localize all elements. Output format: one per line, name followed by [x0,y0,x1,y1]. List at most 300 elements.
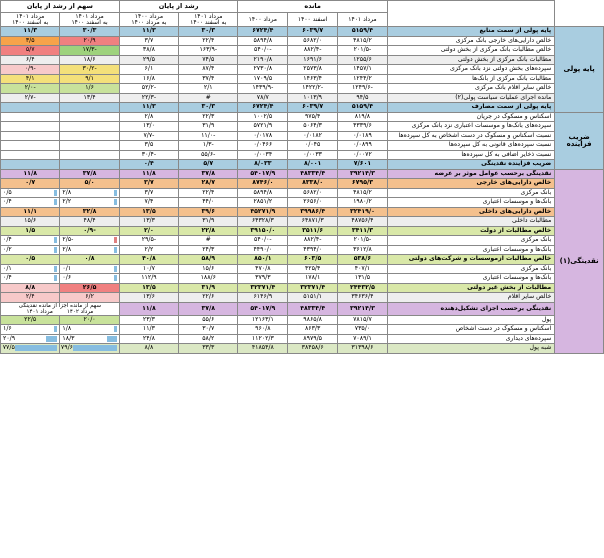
cell-3: ۱۵/۶ [179,264,238,274]
share-value: -۲/۵ [62,236,74,244]
cell-1: ۵۶۸۲/۰ [288,36,338,46]
cell-2: -۵۴۰/۰ [238,236,288,246]
cell-3: ۲۲/۴ [179,188,238,198]
cell-0: ۱۲۴۴/۲ [338,74,388,84]
row-label: نسبت ذخایر اضافی به کل سپرده‌ها [387,150,554,160]
cell-5 [60,188,119,198]
share-value: ۱/۶ [3,325,12,333]
row-label: ضریب فزاینده نقدینگی [387,160,554,170]
cell-4: ۱۱/۳ [119,27,178,37]
col-mordad1400: مرداد ۱۴۰۰ [238,13,288,27]
cell-0: ۳۱۳۹۸/۶ [338,344,388,354]
cell-0: ۷/۶۰۱ [338,160,388,170]
col-growth-1-b: به اسفند ۱۴۰۰ [190,18,227,26]
cell-5 [60,112,119,122]
cell-5: ۳۲/۸ [60,207,119,217]
table-row [1,141,604,151]
cell-5: -۳۰/۲ [60,65,119,75]
table-row [1,112,604,122]
cell-5: ۱/۶ [60,84,119,94]
cell-0: ۳۹۲۱۴/۳ [338,302,388,315]
row-label: نقدینگی برحسب عوامل موثر بر عرضه [387,169,554,179]
table-row [1,46,604,56]
cell-1: ۵۱۵۱/۱ [288,293,338,303]
cell-3: ۲۴/۳ [179,245,238,255]
row-label: سپرده‌های بخش دولتی نزد بانک مرکزی [387,65,554,75]
col-growth-1-a: مرداد ۱۴۰۱ [194,12,223,20]
cell-3: ۳۷/۸ [179,169,238,179]
share-header-b-c1: مرداد ۱۴۰۲ [66,308,94,315]
cell-3: # [179,236,238,246]
group-growth: رشد از پایان [119,1,238,13]
cell-3: ۳۳/۳ [179,344,238,354]
cell-4: ۰/۴ [119,160,178,170]
cell-2: ۵۷۲۱/۹ [238,122,288,132]
cell-0: ۵۳۸/۶ [338,255,388,265]
cell-6 [1,344,60,354]
table-row [1,293,604,303]
table-row [1,188,604,198]
side-label-zarib: ضریب فزاینده [555,112,604,169]
cell-3: ۲/۱ [179,84,238,94]
row-label: پول [387,315,554,325]
cell-3: ۷۴/۵ [179,55,238,65]
share-value: ۰/۱ [62,264,72,272]
row-label: سپرده‌های بانک‌ها و موسسات اعتباری نزد بانک مرکزی [387,122,554,132]
cell-4: -۷/۷ [119,131,178,141]
row-label: پایه پولی از سمت مصارف [387,103,554,113]
cell-3: ۲۲/۸ [179,226,238,236]
share-value: ۱/۸ [62,325,72,333]
cell-4: ۲/۰ [119,226,178,236]
cell-1: ۶۴۸۷۱/۳ [288,217,338,227]
cell-1: ۲۶۵۶/۰ [288,198,338,208]
table-row [1,131,604,141]
row-label: بانک‌ها و موسسات اعتباری [387,245,554,255]
cell-4: ۳/۷ [119,36,178,46]
group-mandeh: مانده [238,1,387,13]
cell-5: ۴۸/۴ [60,217,119,227]
cell-2: ۴۱۸۵۴/۸ [238,344,288,354]
cell-5 [60,131,119,141]
share-value: ۰/۴ [3,198,12,206]
share-bar [54,199,57,205]
cell-4: ۲۴/۸ [119,334,178,344]
cell-4: ۲۹/۵ [119,55,178,65]
cell-6 [1,325,60,335]
cell-3: ۵۵/۶ [179,315,238,325]
cell-5 [60,103,119,113]
cell-3: ۳۰/۷ [179,325,238,335]
share-header-b-cols [3,309,117,315]
cell-6: ۳/۵ [1,36,60,46]
col-share-1-b: به اسفند ۱۴۰۰ [71,18,108,26]
cell-0: ۱۴۵۷/۱ [338,65,388,75]
cell-5 [60,141,119,151]
row-label: سپرده‌های دیداری [387,334,554,344]
cell-1: ۵۶۸۲/۰ [288,188,338,198]
share-bar [114,326,117,332]
cell-0: ۳۲۴۱۹/۰ [338,207,388,217]
row-label: خالص دارایی‌های خارجی بانک مرکزی [387,36,554,46]
cell-4: -۲۲/۳ [119,93,178,103]
share-bar [114,247,117,253]
cell-2: ۵۸۹۴/۸ [238,188,288,198]
col-share-2-b: به اسفند ۱۴۰۰ [12,18,49,26]
cell-4: ۸/۸ [119,344,178,354]
cell-6: -۲/۷ [1,93,60,103]
row-label: نقدینگی برحسب اجزای تشکیل‌دهنده [387,302,554,315]
share-value: ۰/۴ [3,274,12,282]
cell-4: ۱۶/۸ [119,74,178,84]
cell-0: ۰/۰۸۹۹ [338,141,388,151]
cell-2: ۵۸۹۴/۸ [238,36,288,46]
share-value: ۰/۲ [3,245,12,253]
cell-2: ۳۹۱۵۰/۰ [238,226,288,236]
share-header-b-c2: مرداد ۱۴۰۱ [26,308,53,315]
cell-0: ۴۸۱۵/۲ [338,188,388,198]
cell-0: ۰/۰۰۷۲ [338,150,388,160]
cell-4: ۲/۸ [119,112,178,122]
cell-1: ۰/۰۴۵ [288,141,338,151]
col-mordad1401: مرداد ۱۴۰۱ [338,13,388,27]
col-share-2-a: مرداد ۱۴۰۱ [16,12,45,20]
row-label: خالص دارایی‌های داخلی [387,207,554,217]
cell-1: ۲۵۷۳/۸ [288,65,338,75]
cell-2: -۵۴۰/۰ [238,46,288,56]
cell-1: ۳۵۱۱/۶ [288,226,338,236]
cell-3: -۱۶۳/۹ [179,46,238,56]
cell-4: ۱۱/۸ [119,169,178,179]
cell-0: ۸۱۹/۸ [338,112,388,122]
cell-3: ۵۸/۲ [179,334,238,344]
cell-4: ۳/۵ [119,141,178,151]
row-label: شبه پول [387,344,554,354]
col-growth-1 [179,13,238,27]
row-label: خالص مطالبات بانک مرکزی از بخش دولتی [387,46,554,56]
table-row [1,315,604,325]
table-row [1,217,604,227]
col-growth-2-b: به مرداد ۱۴۰۰ [131,18,167,26]
table-row [1,122,604,132]
row-label: مطالبات بانک مرکزی از بخش دولتی [387,55,554,65]
cell-0: ۳۹۲۱۴/۳ [338,169,388,179]
side-label-naghdinegi: نقدینگی(۱) [555,169,604,353]
cell-6: ۲۲/۵ [1,315,60,325]
cell-3: ۳۷/۸ [179,302,238,315]
cell-1: ۸۳۳۸/۰ [288,179,338,189]
cell-2: ۶۴۳۲۸/۳ [238,217,288,227]
share-bar [54,266,57,272]
cell-5 [60,198,119,208]
label-header [387,1,554,27]
header-row-groups [1,1,604,13]
cell-1: ۴۳۹۴/۰ [288,245,338,255]
col-share-1 [60,13,119,27]
cell-6: ۱۵/۶ [1,217,60,227]
cell-1: ۱۰۱۳/۹ [288,93,338,103]
table-row [1,207,604,217]
share-value: ۷۹/۶ [60,344,73,352]
cell-1: ۴۲۵/۴ [288,264,338,274]
cell-5 [60,150,119,160]
cell-0: ۴۸۷۵۶/۴ [338,217,388,227]
cell-0: ۷۳۵/۰ [338,325,388,335]
share-bar [107,336,117,342]
cell-4: ۱۰/۷ [119,264,178,274]
cell-2: ۲۷۳۰/۸ [238,65,288,75]
cell-5: ۳۰/۳ [60,27,119,37]
cell-1: -۸۸۲/۴ [288,236,338,246]
cell-3: -۵۵/۶ [179,150,238,160]
share-bar [114,275,117,281]
cell-0: -۲۰۱/۵ [338,236,388,246]
row-label: خالص مطالبات ازموسسات و شرکت‌های دولتی [387,255,554,265]
cell-6 [1,141,60,151]
cell-2: ۶۷۲۴/۴ [238,27,288,37]
table-row [1,27,604,37]
share-bar [114,266,117,272]
row-label: مطالبات داخلی [387,217,554,227]
cell-3: ۳۰/۳ [179,103,238,113]
share-bar [54,190,57,196]
cell-2: ۸/۰۳۳ [238,160,288,170]
cell-0: ۲۴۴۳۲/۵ [338,283,388,293]
cell-4: -۵۲/۲ [119,84,178,94]
row-label: بانک‌ها و موسسات اعتباری [387,274,554,284]
cell-2: ۴۴۹۰/۰ [238,245,288,255]
cell-1: ۱۴۶۳/۴ [288,74,338,84]
cell-4: ۲/۲ [119,245,178,255]
cell-0: ۶۷۹۵/۳ [338,179,388,189]
cell-1: ۸/۰۰۱ [288,160,338,170]
cell-3: ۵۸/۹ [179,255,238,265]
row-label: اسکناس و مسکوک در جریان [387,112,554,122]
cell-3: ۳۰/۳ [179,27,238,37]
row-label: خالص دارایی‌های خارجی [387,179,554,189]
row-label: خالص سایر اقلام بانک مرکزی [387,84,554,94]
cell-6: ۸/۸ [1,283,60,293]
cell-2: ۴۵۲۷۱/۹ [238,207,288,217]
cell-6: ۰/۵ [1,255,60,265]
share-value: ۲/۸ [62,188,72,196]
share-header-b [1,302,120,315]
cell-3: ۳۷/۴ [179,74,238,84]
cell-6: ۶/۴ [1,55,60,65]
cell-5 [60,344,119,354]
cell-6: ۰/۷ [1,179,60,189]
cell-3: ۳۱/۹ [179,122,238,132]
cell-4: -۲۹/۵ [119,236,178,246]
share-bar [54,237,57,243]
share-bar [114,190,117,196]
cell-6: ۱۱/۱ [1,207,60,217]
cell-1: ۶۰۳۹/۷ [288,27,338,37]
row-label: مانده اجرای عملیات سیاست پولی(۲) [387,93,554,103]
cell-0: ۱۹۸۰/۲ [338,198,388,208]
cell-2: ۶۷۲۴/۴ [238,103,288,113]
share-value: ۲/۸ [62,245,72,253]
table-row [1,255,604,265]
cell-3: ۳۹/۶ [179,207,238,217]
cell-1: ۵۰۶۴/۳ [288,122,338,132]
cell-5: -۱۷/۳ [60,46,119,56]
cell-6 [1,264,60,274]
cell-2: ۵۴۰۱۷/۹ [238,302,288,315]
table-row [1,169,604,179]
cell-1: ۶۰۳۹/۷ [288,103,338,113]
col-share-2 [1,13,60,27]
cell-3: ۳۱/۹ [179,283,238,293]
cell-2: ۴۷۰/۸ [238,264,288,274]
share-value: ۱۸/۳ [62,334,75,342]
cell-2: ۹۶۰/۸ [238,325,288,335]
table-row [1,283,604,293]
cell-3: -۱/۳ [179,141,238,151]
cell-2: ۳۲۳۷۱/۴ [238,283,288,293]
cell-5 [60,334,119,344]
cell-1: -۸۸۲/۴ [288,46,338,56]
cell-3: ۸۷/۴ [179,65,238,75]
cell-2: ۲۸۵۱/۲ [238,198,288,208]
col-growth-2 [119,13,178,27]
cell-6: ۲/۴ [1,293,60,303]
cell-6 [1,334,60,344]
cell-1: ۱۷۸/۱ [288,274,338,284]
cell-3: ۳۱/۹ [179,217,238,227]
cell-4: ۱۱/۳ [119,325,178,335]
share-bar [54,326,57,332]
cell-5: ۵/۰ [60,179,119,189]
cell-0: ۳۴۶۳۶/۴ [338,293,388,303]
cell-0: ۷۸۱۵/۷ [338,315,388,325]
table-row [1,226,604,236]
table-row [1,344,604,354]
row-label: پایه پولی از سمت منابع [387,27,554,37]
side-label-paye: پایه پولی [555,27,604,113]
table-row [1,179,604,189]
share-bar [46,336,57,342]
cell-6 [1,245,60,255]
col-esfand1400: اسفند ۱۴۰۰ [288,13,338,27]
table-row [1,325,604,335]
cell-1: ۸۹۷۹/۵ [288,334,338,344]
cell-1: ۹۷۵/۴ [288,112,338,122]
share-value: ۰/۱ [3,264,12,272]
cell-2: ۱۲۱۶۳/۱ [238,315,288,325]
cell-0: -۱۲۴۹/۶ [338,84,388,94]
share-value: ۰/۴ [3,236,12,244]
cell-4: ۳/۷ [119,179,178,189]
cell-2: ۵۴۰۱۷/۹ [238,169,288,179]
cell-0: ۴۸۱۵/۲ [338,36,388,46]
cell-5 [60,160,119,170]
cell-1: ۹۸۶۵/۸ [288,315,338,325]
cell-0: ۰/۰۱۸۹ [338,131,388,141]
cell-1: ۳۸۴۵۸/۶ [288,344,338,354]
cell-3: -۱۱/۰ [179,131,238,141]
cell-4: ۱۳/۳ [119,217,178,227]
cell-3: # [179,93,238,103]
row-label: بانک‌ها و موسسات اعتباری [387,198,554,208]
cell-1: ۰/۰۱۸۲ [288,131,338,141]
share-bar [73,345,117,351]
cell-2: -۱۴۳۹/۹ [238,84,288,94]
cell-6: -۲/۰ [1,84,60,94]
table-row [1,93,604,103]
cell-0: ۷۰۸۹/۱ [338,334,388,344]
table-row [1,302,604,315]
table-row [1,65,604,75]
cell-5 [60,236,119,246]
cell-5 [60,122,119,132]
share-bar [54,275,57,281]
cell-5: ۰/۸ [60,255,119,265]
col-growth-2-a: مرداد ۱۴۰۰ [134,12,164,20]
cell-2: ۰/۰۴۶۶ [238,141,288,151]
cell-5: ۲۰/۰ [60,315,119,325]
table-row [1,103,604,113]
cell-4: ۴۰/۸ [119,255,178,265]
cell-6 [1,122,60,132]
cell-4: ۱۱/۳ [119,103,178,113]
cell-4: ۲۳/۳ [119,315,178,325]
cell-5 [60,245,119,255]
cell-2: ۲۱۹۰/۸ [238,55,288,65]
cell-0: ۵۱۵۹/۴ [338,103,388,113]
cell-4: ۶/۱ [119,65,178,75]
cell-6 [1,188,60,198]
cell-4: ۷/۴ [119,198,178,208]
cell-5: ۲۶/۵ [60,283,119,293]
share-bar [114,199,117,205]
cell-1: ۶۰۳/۵ [288,255,338,265]
share-value: ۰/۵ [3,188,12,196]
table-row [1,55,604,65]
cell-6: ۵/۷ [1,46,60,56]
table-row [1,36,604,46]
cell-6: ۱۱/۳ [1,27,60,37]
row-label: بانک مرکزی [387,236,554,246]
cell-1: ۱۶۹۱/۶ [288,55,338,65]
cell-2: ۱۷۰۹/۵ [238,74,288,84]
table-row [1,264,604,274]
cell-3: ۲۲/۳ [179,112,238,122]
share-value: ۰/۶ [62,274,72,282]
table-row [1,150,604,160]
cell-4: ۱۳/۶ [119,293,178,303]
cell-2: ۰/۰۱۷۸ [238,131,288,141]
cell-6: ۱/۵ [1,226,60,236]
cell-0: -۲۰۱/۵ [338,46,388,56]
cell-4: ۱۳/۰ [119,122,178,132]
cell-5 [60,325,119,335]
cell-1: ۳۲۳۷۱/۴ [288,283,338,293]
row-label: نسبت اسکناس و مسکوک در دست اشخاص به کل سپرده‌ها [387,131,554,141]
share-value: ۲۰/۹ [3,334,16,342]
cell-5: ۳۷/۸ [60,169,119,179]
row-label: مطالبات از بخش غیر دولتی [387,283,554,293]
cell-4: ۱۳/۵ [119,207,178,217]
cell-2: ۳۷۹/۳ [238,274,288,284]
table-row [1,74,604,84]
share-bar [15,345,58,351]
cell-1: ۰/۰۰۳۳ [288,150,338,160]
cell-2: ۱۱۲۰۲/۳ [238,334,288,344]
cell-3: ۴۴/۰ [179,198,238,208]
cell-5: ۹/۱ [60,74,119,84]
cell-2: ۸۵۰/۱ [238,255,288,265]
